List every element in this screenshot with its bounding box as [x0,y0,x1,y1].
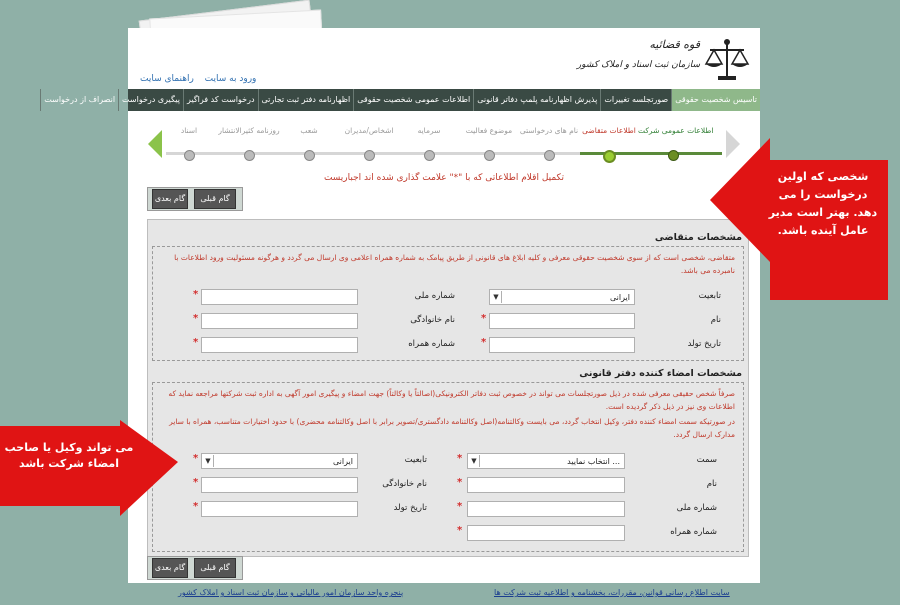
form-panel [147,219,749,557]
step-dot [184,150,195,161]
step-label: شعب [300,126,318,135]
tab-universal-code[interactable]: درخواست کد فراگیر [183,89,257,111]
signer-first-name-label: نام [706,479,717,489]
required-marker: * [193,289,199,300]
signer-box [152,382,744,552]
required-marker: * [193,337,199,348]
first-name-input[interactable] [489,313,635,329]
signer-last-name-label: نام خانوادگی [382,479,427,489]
footer-link-tax[interactable]: پنجره واحد سازمان امور مالیاتی و سازمان ثبت اسناد و املاک کشور [178,588,404,597]
footer-link-info[interactable]: سایت اطلاع رسانی قوانین، مقررات، بخشنامه و اطلاعیه ثبت شرکت ها [494,588,730,597]
role-label: سمت [696,455,717,465]
help-link[interactable]: راهنمای سایت [140,74,194,84]
signer-national-id-label: شماره ملی [676,503,717,513]
tab-change-minutes[interactable]: صورتجلسه تغییرات [600,89,671,111]
next-step-button[interactable]: گام بعدی [152,189,188,209]
mobile-input[interactable] [201,337,358,353]
required-marker: * [193,313,199,324]
last-name-input[interactable] [201,313,358,329]
scales-emblem-icon [704,36,750,84]
applicant-box [152,246,744,361]
main-nav [44,89,760,111]
required-marker: * [193,477,199,488]
signer-mobile-label: شماره همراه [670,527,717,537]
step-dot [544,150,555,161]
signer-first-name-input[interactable] [467,477,625,493]
step-dot [304,150,315,161]
chevron-down-icon: ▼ [203,455,214,467]
signer-title: مشخصات امضاء کننده دفتر قانونی [579,368,742,379]
nationality-select[interactable] [489,289,635,305]
wizard-steps [148,126,740,166]
signer-birth-date-label: تاریخ تولد [393,503,427,513]
applicant-title: مشخصات متقاضی [654,232,742,243]
step-label: سرمایه [417,126,441,135]
signer-nationality-select[interactable] [201,453,358,469]
required-marker: * [193,501,199,512]
signer-callout-text: می تواند وکیل یا صاحب امضاء شرکت باشد [4,441,134,470]
step-dot [603,150,616,163]
signer-callout [0,420,200,520]
national-id-input[interactable] [201,289,358,305]
header-links [132,74,256,84]
step-label: اسناد [180,126,198,135]
prev-step-button[interactable]: گام قبلی [194,189,236,209]
tab-establish-company[interactable]: تاسیس شخصیت حقوقی [671,89,760,111]
button-group [147,556,243,580]
logo-line2: سازمان ثبت اسناد و املاک کشور [576,60,700,70]
required-note: تکمیل اقلام اطلاعاتی که با "*" علامت گذاری شده اند اجباریست [323,173,565,183]
applicant-callout [710,120,900,320]
signer-last-name-input[interactable] [201,477,358,493]
signer-nationality-label: تابعیت [404,455,427,465]
step-item[interactable] [454,126,524,161]
signer-description-1: صرفاً شخص حقیقی معرفی شده در ذیل صورتجلسات می تواند در خصوص ثبت دفاتر الکترونیکی(اصالتاً یا وکالتاً) جهت امضاء و پیگیری امور آگهی به اداره ثبت شرکتها مراجعه نماید که اطلاعات وی نیز در ذیل ذکر گردیده است. [168,389,735,411]
header [128,28,760,88]
step-label: موضوع فعالیت [465,126,513,135]
signer-nationality-value: ایرانی [333,457,353,466]
signer-national-id-input[interactable] [467,501,625,517]
tab-general-info[interactable]: اطلاعات عمومی شخصیت حقوقی [353,89,473,111]
tab-cancel-request[interactable]: انصراف از درخواست [40,89,118,111]
tab-track-request[interactable]: پیگیری درخواست [118,89,183,111]
button-group [147,187,243,211]
step-dot [364,150,375,161]
last-name-label: نام خانوادگی [410,315,455,325]
required-marker: * [457,453,463,464]
national-id-label: شماره ملی [414,291,455,301]
role-value: انتخاب نمایید ... [567,457,620,466]
step-item[interactable] [334,126,404,161]
step-label: اشخاص/مدیران [344,126,394,135]
applicant-description: متقاضی، شخصی است که از سوی شخصیت حقوقی معرفی و کلیه ابلاغ های قانونی از طریق پیامک به شماره همراه اعلامی وی ارسال می گردد و هرگونه مسئولیت ورود اطلاعات با نامبرده می باشد. [174,253,735,275]
required-marker: * [457,525,463,536]
step-item[interactable] [394,126,464,161]
step-item[interactable] [574,126,644,163]
role-select[interactable] [467,453,625,469]
step-dot [668,150,679,161]
logo [576,34,750,86]
step-dot [244,150,255,161]
step-label: روزنامه کثیرالانتشار [218,126,280,135]
step-item[interactable] [514,126,584,161]
step-item[interactable] [214,126,284,161]
required-marker: * [481,337,487,348]
nationality-value: ایرانی [610,293,630,302]
required-marker: * [457,501,463,512]
signer-description-2: در صورتیکه سمت امضاء کننده دفتر، وکیل انتخاب گردد، می بایست وکالتنامه(اصل وکالتنامه دادگستری/تصویر برابر با اصل وکالتنامه محضری) با حدود اختیارات متناسب، همراه با سایر مدارک ارسال گردد. [169,417,735,439]
first-name-label: نام [710,315,721,325]
login-link[interactable]: ورود به سایت [204,74,257,84]
nationality-label: تابعیت [698,291,721,301]
birth-date-input[interactable] [489,337,635,353]
prev-step-button[interactable]: گام قبلی [194,558,236,578]
birth-date-label: تاریخ تولد [687,339,721,349]
logo-line1: قوه قضائیه [649,38,700,51]
step-item[interactable] [154,126,224,161]
step-label: اطلاعات عمومی شرکت [638,126,714,135]
step-item[interactable] [274,126,344,161]
chevron-down-icon: ▼ [491,291,502,303]
chevron-down-icon: ▼ [469,455,480,467]
signer-birth-date-input[interactable] [201,501,358,517]
signer-mobile-input[interactable] [467,525,625,541]
tab-ledger-sealing[interactable]: پذیرش اظهارنامه پلمپ دفاتر قانونی [473,89,600,111]
step-dot [424,150,435,161]
step-label: نام های درخواستی [519,126,579,135]
next-step-button[interactable]: گام بعدی [152,558,188,578]
tab-trade-register[interactable]: اظهارنامه دفتر ثبت تجارتی [258,89,354,111]
applicant-callout-text: شخصی که اولین درخواست را می دهد. بهتر است مدیر عامل آینده باشد. [768,170,878,237]
step-label: اطلاعات متقاضی [582,126,636,135]
step-dot [484,150,495,161]
step-item[interactable] [638,126,714,161]
mobile-label: شماره همراه [408,339,455,349]
required-marker: * [481,313,487,324]
required-marker: * [193,453,199,464]
required-marker: * [457,477,463,488]
